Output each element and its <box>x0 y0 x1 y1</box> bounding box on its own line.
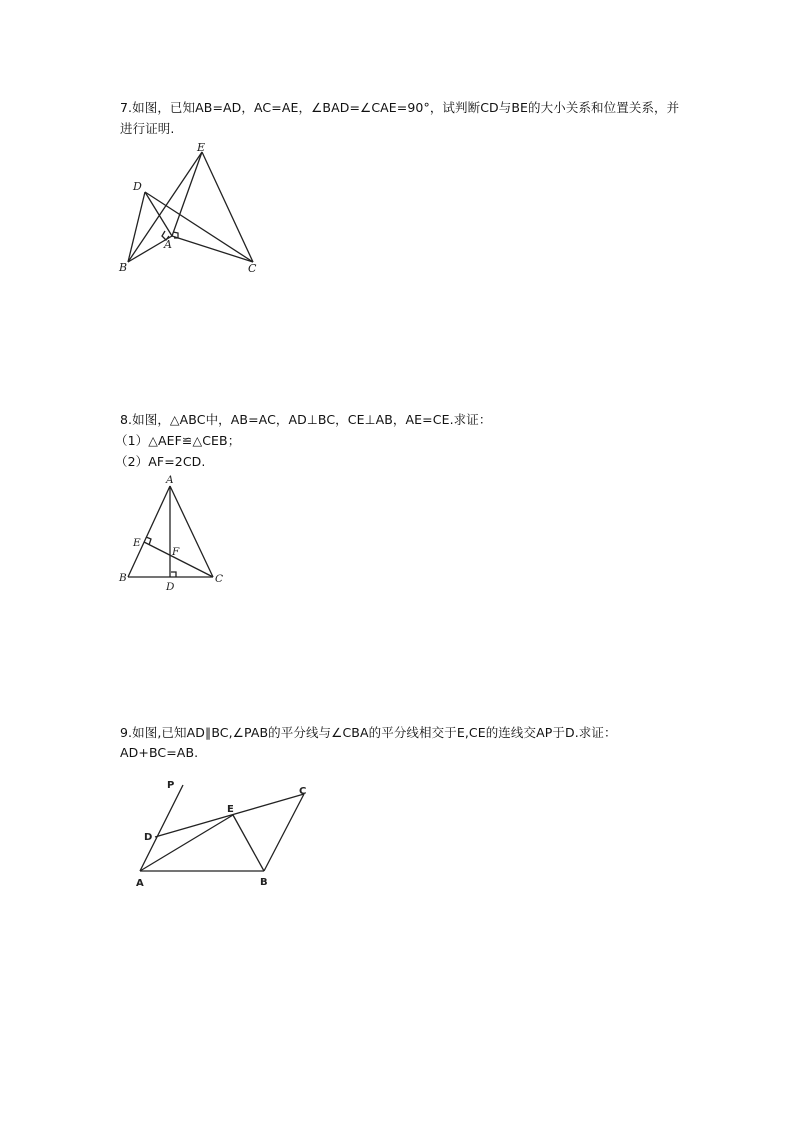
problem-9-text-line-2: AD+BC=AB. <box>120 745 199 760</box>
label-B: B <box>119 261 128 274</box>
segment-EA <box>172 152 202 236</box>
label-B: B <box>119 572 127 584</box>
label-A: A <box>136 878 144 889</box>
label-A: A <box>166 474 174 486</box>
segment-BC <box>264 794 304 871</box>
label-A: A <box>164 238 172 251</box>
segment-AC <box>170 486 213 577</box>
segment-DA <box>145 192 172 236</box>
label-D: D <box>133 180 142 193</box>
problem-7-text-line-2: 进行证明. <box>120 121 175 136</box>
label-C: C <box>299 786 307 797</box>
label-D: D <box>166 581 175 593</box>
label-B: B <box>260 877 268 888</box>
right-angle-mark-D <box>171 572 176 577</box>
label-E: E <box>197 141 206 154</box>
problem-9-text-line-1: 9.如图,已知AD∥BC,∠PAB的平分线与∠CBA的平分线相交于E,CE的连线交AP于D.求证： <box>120 725 617 740</box>
problem-8-text-line-3: （2）AF=2CD. <box>115 454 206 469</box>
problem-8-figure <box>110 470 230 599</box>
segment-DC <box>155 794 304 837</box>
label-F: F <box>172 546 180 558</box>
segment-AC <box>172 236 253 262</box>
problem-7-text-line-1: 7.如图，已知AB=AD，AC=AE，∠BAD=∠CAE=90°，试判断CD与BE的大小关系和位置关系，并 <box>120 100 680 115</box>
label-D: D <box>144 832 153 843</box>
label-C: C <box>215 573 224 585</box>
segment-EB <box>233 815 264 871</box>
problem-8-text-line-1: 8.如图，△ABC中，AB=AC，AD⊥BC，CE⊥AB，AE=CE.求证： <box>120 412 492 427</box>
problem-8-text-line-2: （1）△AEF≌△CEB； <box>115 433 241 448</box>
label-C: C <box>248 262 257 275</box>
label-P: P <box>167 780 175 791</box>
label-E: E <box>227 804 234 815</box>
problem-7-figure <box>110 140 280 284</box>
problem-9-figure <box>125 770 320 899</box>
segment-AB <box>128 486 170 577</box>
segment-BD <box>128 192 145 262</box>
label-E: E <box>133 537 141 549</box>
